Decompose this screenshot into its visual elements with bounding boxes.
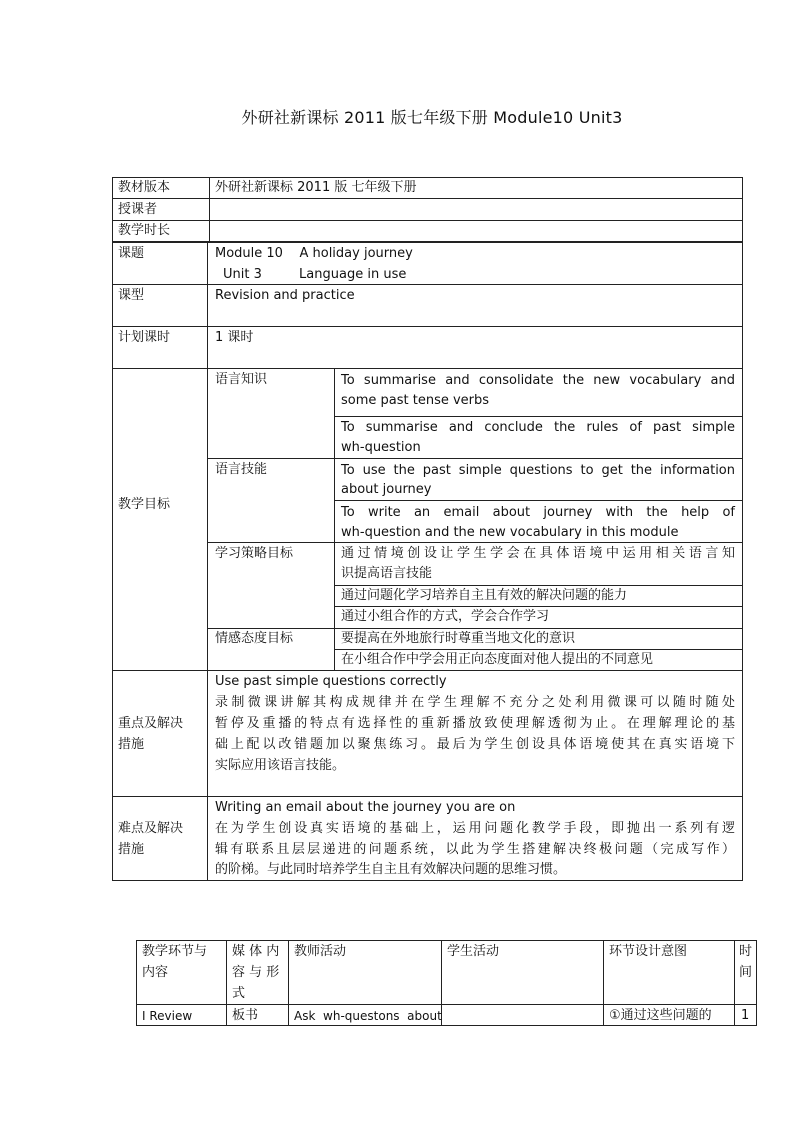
attitude-label: 情感态度目标 [215,631,294,646]
teacher-label: 授课者 [118,202,158,217]
knowledge-item-1-line2: some past tense verbs [341,393,490,408]
topic-label: 课题 [118,246,145,261]
strategy-item-1-line1: 通过情境创设让学生学会在具体语境中运用相关语言知 [341,546,735,561]
knowledge-item-2-line2: wh-question [341,440,421,455]
skills-label: 语言技能 [215,462,268,477]
header-media-line3: 式 [232,986,246,1001]
type-value: Revision and practice [215,288,355,303]
strategy-item-3: 通过小组合作的方式，学会合作学习 [341,609,550,624]
knowledge-label: 语言知识 [215,372,268,387]
key-points-line2: 暂停及重播的特点有选择性的重新播放致使理解透彻为止。在理解理论的基 [215,716,735,731]
info-table-top [112,177,743,242]
difficulties-label-line1: 难点及解决 [118,821,184,836]
header-teacher: 教师活动 [294,944,347,959]
textbook-label: 教材版本 [118,180,171,195]
row-media: 板书 [232,1008,259,1023]
row-teacher: Ask wh-questons about [294,1009,442,1023]
header-time-line2: 间 [739,965,753,980]
attitude-item-1: 要提高在外地旅行时尊重当地文化的意识 [341,631,576,646]
topic-line1: Module 10 A holiday journey [215,246,413,261]
topic-line2: Unit 3 Language in use [223,267,407,282]
skills-item-2-line1: To write an email about journey with the help of [341,505,735,520]
document-title: 外研社新课标 2011 版七年级下册 Module10 Unit3 [241,108,623,127]
header-media-line1: 媒 体 内 [232,944,280,959]
skills-item-2-line2: wh-question and the new vocabulary in this module [341,525,679,540]
header-intent: 环节设计意图 [609,944,688,959]
strategy-item-2: 通过问题化学习培养自主且有效的解决问题的能力 [341,588,628,603]
planned-value: 1 课时 [215,330,254,345]
attitude-item-2: 在小组合作中学会用正向态度面对他人提出的不同意见 [341,652,654,667]
header-stage-line1: 教学环节与 [142,944,208,959]
duration-label: 教学时长 [118,223,171,238]
difficulties-line3: 的阶梯。与此同时培养学生自主且有效解决问题的思维习惯。 [215,862,567,877]
row-intent: ①通过这些问题的 [609,1008,712,1023]
header-student: 学生活动 [447,944,500,959]
textbook-value: 外研社新课标 2011 版 七年级下册 [215,180,417,195]
type-label: 课型 [118,288,145,303]
header-media-line2: 容 与 形 [232,965,280,980]
key-points-line1: 录制微课讲解其构成规律并在学生理解不充分之处利用微课可以随时随处 [215,695,735,710]
key-points-heading: Use past simple questions correctly [215,674,447,689]
key-points-line4: 实际应用该语言技能。 [215,758,346,773]
strategy-item-1-line2: 识提高语言技能 [341,566,433,581]
knowledge-item-1-line1: To summarise and consolidate the new vocabulary and [341,373,735,388]
skills-item-1-line1: To use the past simple questions to get the information [341,463,735,478]
header-stage-line2: 内容 [142,965,169,980]
row-stage: I Review [142,1009,193,1023]
key-points-label-line1: 重点及解决 [118,716,184,731]
planned-label: 计划课时 [118,330,171,345]
row-time: 1 [741,1008,750,1023]
key-points-line3: 础上配以改错题加以聚焦练习。最后为学生创设具体语境使其在真实语境下 [215,737,735,752]
difficulties-line1: 在为学生创设真实语境的基础上，运用问题化教学手段，即抛出一系列有逻 [215,821,735,836]
difficulties-label-line2: 措施 [118,842,145,857]
objectives-label: 教学目标 [118,497,171,512]
key-points-label-line2: 措施 [118,737,145,752]
knowledge-item-2-line1: To summarise and conclude the rules of past simple [341,420,735,435]
skills-item-1-line2: about journey [341,482,432,497]
header-time-line1: 时 [739,944,753,959]
difficulties-heading: Writing an email about the journey you are on [215,800,516,815]
difficulties-line2: 辑有联系且层层递进的问题系统，以此为学生搭建解决终极问题（完成写作） [215,842,735,857]
strategy-label: 学习策略目标 [215,546,294,561]
